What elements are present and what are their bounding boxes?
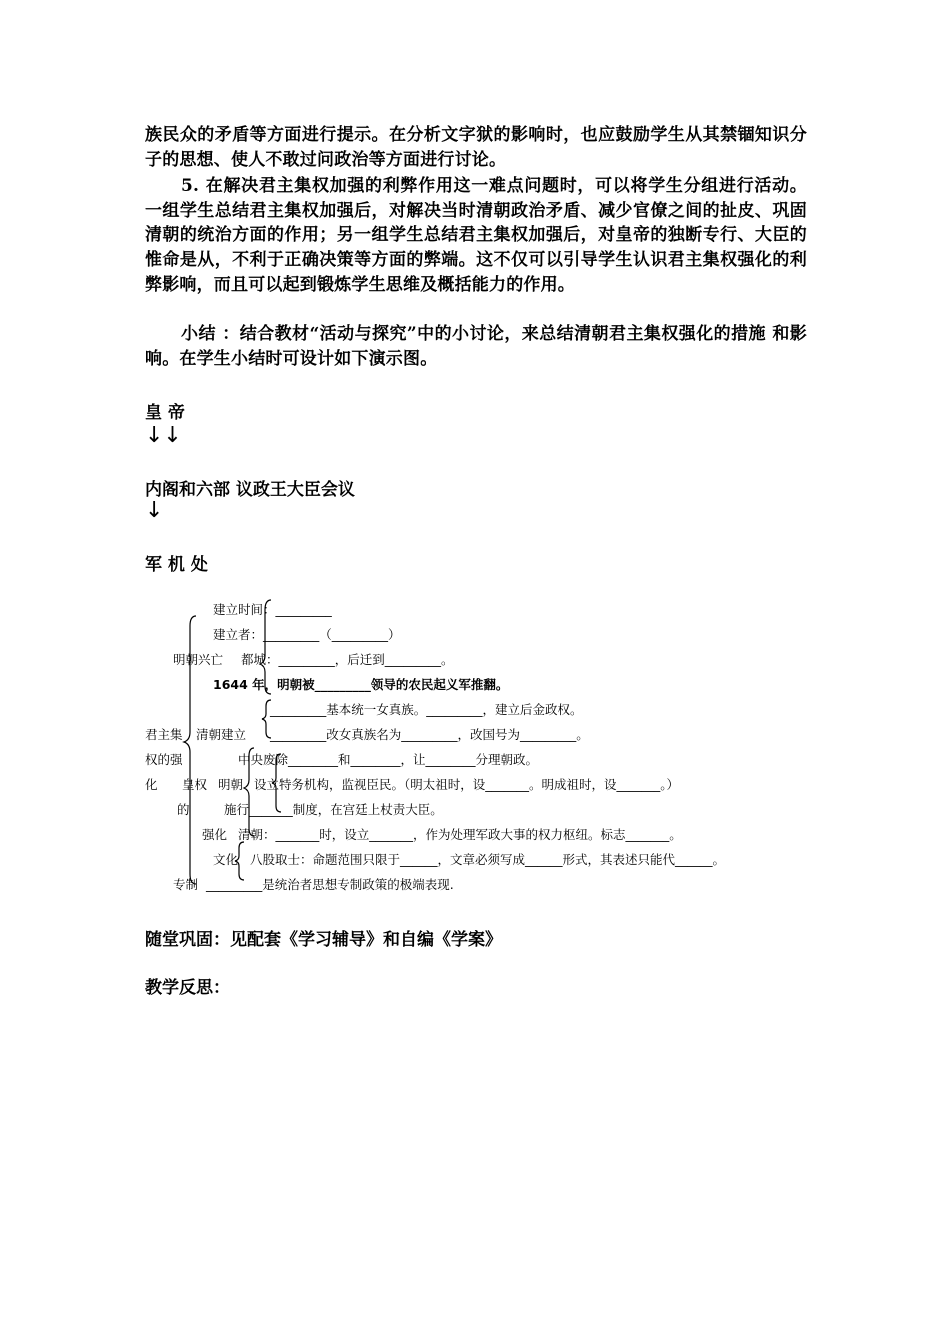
outline-label-imperial-power: 皇权: [182, 777, 208, 792]
outline-line-6: _________改女真族名为_________，改国号为_________。: [270, 727, 589, 742]
paragraph-1: 族民众的矛盾等方面进行提示。在分析文字狱的影响时，也应鼓励学生从其禁锢知识分子的思想、使人不敢过问政治等方面进行讨论。: [145, 125, 807, 170]
outline-label-autocracy-2: 权的强: [145, 752, 183, 767]
outline-line-4: 1644 年，明朝被_________领导的农民起义军推翻。: [213, 677, 509, 692]
outline-line-9: 施行_______制度，在宫廷上杖责大臣。: [224, 802, 443, 817]
diagram-grand-council: 军 机 处: [145, 555, 208, 575]
outline-label-of: 的: [177, 802, 190, 817]
outline-label-culture: 文化: [213, 852, 239, 867]
outline-line-1: 建立时间：_________: [213, 602, 332, 617]
outline-line-2: 建立者：_________（_________）: [213, 627, 401, 642]
consolidation-line: 随堂巩固：见配套《学习辅导》和自编《学案》: [145, 930, 502, 950]
outline-line-5: _________基本统一女真族。_________，建立后金政权。: [270, 702, 583, 717]
paragraph-2: 5. 在解决君主集权加强的利弊作用这一难点问题时，可以将学生分组进行活动。一组学生总结君主集权加强后，对解决当时清朝政治矛盾、减少官僚之间的扯皮、巩固清朝的统治方面的作用；另一组学生总结君主集权加强后，对皇帝的独断专行、大臣的惟命是从，不利于正确决策等方面的弊端。这不仅可以引导学生认识君主集权强化的利弊影响，而且可以起到锻炼学生思维及概括能力的作用。: [145, 176, 807, 295]
outline-line-10: 清朝：_______时，设立_______，作为处理军政大事的权力枢纽。标志_______。: [238, 827, 682, 842]
outline-qing-founding: 清朝建立: [196, 727, 247, 742]
outline-line-11: 八股取士：命题范围只限于______，文章必须写成______形式，其表述只能代______。: [250, 852, 726, 867]
outline-line-8: 设立特务机构，监视臣民。（明太祖时，设_______。明成祖时，设_______。）: [254, 777, 680, 792]
outline-label-autocracy-1: 君主集: [145, 727, 183, 742]
outline-ming: 明朝: [218, 777, 244, 792]
paragraph-summary: 小结 ：结合教材“活动与探究”中的小讨论，来总结清朝君主集权强化的措施 和影响。在学生小结时可设计如下演示图。: [145, 324, 807, 369]
outline-label-autocracy-cultural: 专制: [173, 877, 199, 892]
outline-line-3: 都城：_________，后迁到_________。: [241, 652, 454, 667]
diagram-cabinet: 内阁和六部 议政王大臣会议: [145, 480, 355, 500]
outline-line-12: _________是统治者思想专制政策的极端表现.: [206, 877, 454, 892]
outline-ming-rise-fall: 明朝兴亡: [173, 652, 224, 667]
single-down-arrow-icon: ↓: [145, 498, 164, 523]
outline-line-7: 中央废除________和________，让________分理朝政。: [238, 752, 539, 767]
double-down-arrow-icon: ↓↓: [145, 423, 182, 448]
outline-label-strengthen: 强化: [202, 827, 228, 842]
outline-label-autocracy-3: 化: [145, 777, 158, 792]
reflection-heading: 教学反思：: [145, 978, 230, 998]
diagram-emperor: 皇 帝: [145, 403, 185, 423]
